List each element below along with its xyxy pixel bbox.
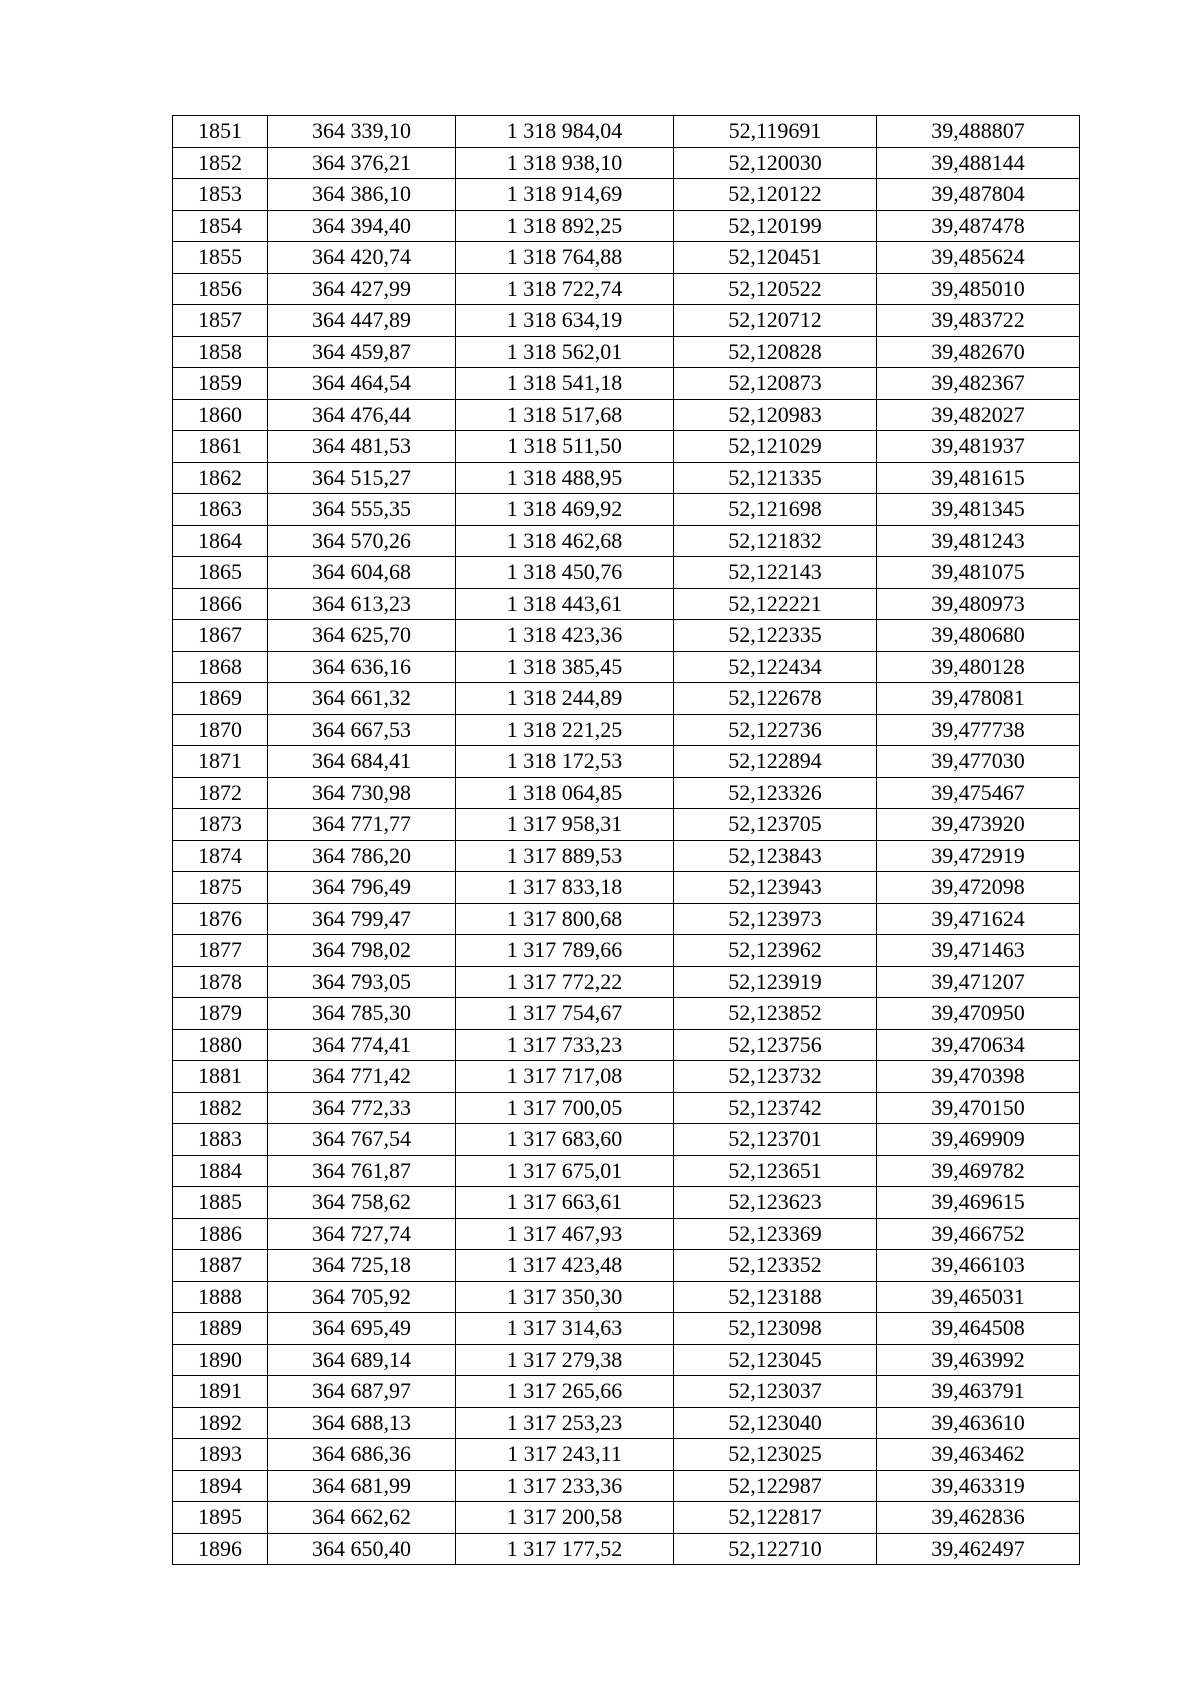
x-coordinate-cell: 364 650,40 bbox=[268, 1533, 456, 1565]
longitude-cell: 39,481075 bbox=[877, 557, 1080, 589]
y-coordinate-cell: 1 317 423,48 bbox=[456, 1250, 674, 1282]
x-coordinate-cell: 364 570,26 bbox=[268, 525, 456, 557]
x-coordinate-cell: 364 515,27 bbox=[268, 462, 456, 494]
y-coordinate-cell: 1 317 772,22 bbox=[456, 966, 674, 998]
latitude-cell: 52,121335 bbox=[674, 462, 877, 494]
x-coordinate-cell: 364 661,32 bbox=[268, 683, 456, 715]
latitude-cell: 52,123326 bbox=[674, 777, 877, 809]
y-coordinate-cell: 1 317 467,93 bbox=[456, 1218, 674, 1250]
longitude-cell: 39,469909 bbox=[877, 1124, 1080, 1156]
table-row bbox=[173, 462, 1080, 494]
x-coordinate-cell: 364 339,10 bbox=[268, 116, 456, 148]
point-number-cell: 1858 bbox=[173, 336, 268, 368]
table-row bbox=[173, 809, 1080, 841]
y-coordinate-cell: 1 317 233,36 bbox=[456, 1470, 674, 1502]
point-number-cell: 1890 bbox=[173, 1344, 268, 1376]
y-coordinate-cell: 1 317 253,23 bbox=[456, 1407, 674, 1439]
latitude-cell: 52,123962 bbox=[674, 935, 877, 967]
x-coordinate-cell: 364 796,49 bbox=[268, 872, 456, 904]
table-row bbox=[173, 1533, 1080, 1565]
table-row bbox=[173, 903, 1080, 935]
longitude-cell: 39,471463 bbox=[877, 935, 1080, 967]
point-number-cell: 1860 bbox=[173, 399, 268, 431]
y-coordinate-cell: 1 317 265,66 bbox=[456, 1376, 674, 1408]
longitude-cell: 39,482670 bbox=[877, 336, 1080, 368]
longitude-cell: 39,480973 bbox=[877, 588, 1080, 620]
latitude-cell: 52,123037 bbox=[674, 1376, 877, 1408]
y-coordinate-cell: 1 317 200,58 bbox=[456, 1502, 674, 1534]
x-coordinate-cell: 364 725,18 bbox=[268, 1250, 456, 1282]
y-coordinate-cell: 1 317 663,61 bbox=[456, 1187, 674, 1219]
y-coordinate-cell: 1 318 423,36 bbox=[456, 620, 674, 652]
y-coordinate-cell: 1 318 722,74 bbox=[456, 273, 674, 305]
x-coordinate-cell: 364 625,70 bbox=[268, 620, 456, 652]
latitude-cell: 52,122434 bbox=[674, 651, 877, 683]
longitude-cell: 39,475467 bbox=[877, 777, 1080, 809]
x-coordinate-cell: 364 386,10 bbox=[268, 179, 456, 211]
y-coordinate-cell: 1 318 634,19 bbox=[456, 305, 674, 337]
table-row bbox=[173, 525, 1080, 557]
latitude-cell: 52,122221 bbox=[674, 588, 877, 620]
x-coordinate-cell: 364 772,33 bbox=[268, 1092, 456, 1124]
x-coordinate-cell: 364 687,97 bbox=[268, 1376, 456, 1408]
point-number-cell: 1888 bbox=[173, 1281, 268, 1313]
longitude-cell: 39,469782 bbox=[877, 1155, 1080, 1187]
x-coordinate-cell: 364 420,74 bbox=[268, 242, 456, 274]
point-number-cell: 1859 bbox=[173, 368, 268, 400]
point-number-cell: 1863 bbox=[173, 494, 268, 526]
table-row bbox=[173, 1092, 1080, 1124]
x-coordinate-cell: 364 481,53 bbox=[268, 431, 456, 463]
point-number-cell: 1867 bbox=[173, 620, 268, 652]
point-number-cell: 1891 bbox=[173, 1376, 268, 1408]
y-coordinate-cell: 1 318 385,45 bbox=[456, 651, 674, 683]
longitude-cell: 39,462836 bbox=[877, 1502, 1080, 1534]
point-number-cell: 1892 bbox=[173, 1407, 268, 1439]
x-coordinate-cell: 364 705,92 bbox=[268, 1281, 456, 1313]
longitude-cell: 39,466103 bbox=[877, 1250, 1080, 1282]
point-number-cell: 1872 bbox=[173, 777, 268, 809]
point-number-cell: 1882 bbox=[173, 1092, 268, 1124]
latitude-cell: 52,123919 bbox=[674, 966, 877, 998]
longitude-cell: 39,485624 bbox=[877, 242, 1080, 274]
longitude-cell: 39,477738 bbox=[877, 714, 1080, 746]
longitude-cell: 39,481615 bbox=[877, 462, 1080, 494]
point-number-cell: 1855 bbox=[173, 242, 268, 274]
x-coordinate-cell: 364 662,62 bbox=[268, 1502, 456, 1534]
y-coordinate-cell: 1 318 517,68 bbox=[456, 399, 674, 431]
x-coordinate-cell: 364 555,35 bbox=[268, 494, 456, 526]
table-row bbox=[173, 210, 1080, 242]
point-number-cell: 1876 bbox=[173, 903, 268, 935]
longitude-cell: 39,487478 bbox=[877, 210, 1080, 242]
longitude-cell: 39,466752 bbox=[877, 1218, 1080, 1250]
latitude-cell: 52,120828 bbox=[674, 336, 877, 368]
table-row bbox=[173, 1061, 1080, 1093]
latitude-cell: 52,123701 bbox=[674, 1124, 877, 1156]
table-row bbox=[173, 368, 1080, 400]
longitude-cell: 39,470950 bbox=[877, 998, 1080, 1030]
table-row bbox=[173, 1218, 1080, 1250]
latitude-cell: 52,120983 bbox=[674, 399, 877, 431]
x-coordinate-cell: 364 667,53 bbox=[268, 714, 456, 746]
latitude-cell: 52,123188 bbox=[674, 1281, 877, 1313]
y-coordinate-cell: 1 318 764,88 bbox=[456, 242, 674, 274]
longitude-cell: 39,473920 bbox=[877, 809, 1080, 841]
latitude-cell: 52,120873 bbox=[674, 368, 877, 400]
latitude-cell: 52,122894 bbox=[674, 746, 877, 778]
y-coordinate-cell: 1 317 675,01 bbox=[456, 1155, 674, 1187]
point-number-cell: 1853 bbox=[173, 179, 268, 211]
x-coordinate-cell: 364 727,74 bbox=[268, 1218, 456, 1250]
longitude-cell: 39,482367 bbox=[877, 368, 1080, 400]
table-row bbox=[173, 399, 1080, 431]
latitude-cell: 52,123756 bbox=[674, 1029, 877, 1061]
y-coordinate-cell: 1 318 244,89 bbox=[456, 683, 674, 715]
x-coordinate-cell: 364 447,89 bbox=[268, 305, 456, 337]
y-coordinate-cell: 1 317 314,63 bbox=[456, 1313, 674, 1345]
x-coordinate-cell: 364 767,54 bbox=[268, 1124, 456, 1156]
longitude-cell: 39,469615 bbox=[877, 1187, 1080, 1219]
y-coordinate-cell: 1 317 889,53 bbox=[456, 840, 674, 872]
longitude-cell: 39,481937 bbox=[877, 431, 1080, 463]
table-row bbox=[173, 147, 1080, 179]
latitude-cell: 52,123705 bbox=[674, 809, 877, 841]
y-coordinate-cell: 1 318 443,61 bbox=[456, 588, 674, 620]
x-coordinate-cell: 364 774,41 bbox=[268, 1029, 456, 1061]
table-row bbox=[173, 746, 1080, 778]
table-row bbox=[173, 840, 1080, 872]
table-row bbox=[173, 1407, 1080, 1439]
latitude-cell: 52,120199 bbox=[674, 210, 877, 242]
longitude-cell: 39,480680 bbox=[877, 620, 1080, 652]
x-coordinate-cell: 364 427,99 bbox=[268, 273, 456, 305]
x-coordinate-cell: 364 459,87 bbox=[268, 336, 456, 368]
point-number-cell: 1894 bbox=[173, 1470, 268, 1502]
longitude-cell: 39,463462 bbox=[877, 1439, 1080, 1471]
latitude-cell: 52,121832 bbox=[674, 525, 877, 557]
table-row bbox=[173, 588, 1080, 620]
table-row bbox=[173, 1187, 1080, 1219]
point-number-cell: 1870 bbox=[173, 714, 268, 746]
table-row bbox=[173, 273, 1080, 305]
latitude-cell: 52,122736 bbox=[674, 714, 877, 746]
longitude-cell: 39,487804 bbox=[877, 179, 1080, 211]
point-number-cell: 1885 bbox=[173, 1187, 268, 1219]
longitude-cell: 39,488807 bbox=[877, 116, 1080, 148]
y-coordinate-cell: 1 318 221,25 bbox=[456, 714, 674, 746]
x-coordinate-cell: 364 785,30 bbox=[268, 998, 456, 1030]
longitude-cell: 39,470634 bbox=[877, 1029, 1080, 1061]
y-coordinate-cell: 1 318 541,18 bbox=[456, 368, 674, 400]
latitude-cell: 52,123843 bbox=[674, 840, 877, 872]
table-row bbox=[173, 557, 1080, 589]
latitude-cell: 52,123943 bbox=[674, 872, 877, 904]
longitude-cell: 39,478081 bbox=[877, 683, 1080, 715]
point-number-cell: 1879 bbox=[173, 998, 268, 1030]
latitude-cell: 52,123852 bbox=[674, 998, 877, 1030]
table-row bbox=[173, 620, 1080, 652]
y-coordinate-cell: 1 317 177,52 bbox=[456, 1533, 674, 1565]
latitude-cell: 52,123045 bbox=[674, 1344, 877, 1376]
point-number-cell: 1880 bbox=[173, 1029, 268, 1061]
table-row bbox=[173, 1281, 1080, 1313]
table-row bbox=[173, 1029, 1080, 1061]
table-row bbox=[173, 872, 1080, 904]
longitude-cell: 39,470398 bbox=[877, 1061, 1080, 1093]
x-coordinate-cell: 364 799,47 bbox=[268, 903, 456, 935]
latitude-cell: 52,123973 bbox=[674, 903, 877, 935]
point-number-cell: 1874 bbox=[173, 840, 268, 872]
x-coordinate-cell: 364 730,98 bbox=[268, 777, 456, 809]
y-coordinate-cell: 1 317 733,23 bbox=[456, 1029, 674, 1061]
x-coordinate-cell: 364 798,02 bbox=[268, 935, 456, 967]
point-number-cell: 1852 bbox=[173, 147, 268, 179]
latitude-cell: 52,120030 bbox=[674, 147, 877, 179]
latitude-cell: 52,123025 bbox=[674, 1439, 877, 1471]
table-row bbox=[173, 1250, 1080, 1282]
longitude-cell: 39,463992 bbox=[877, 1344, 1080, 1376]
table-row bbox=[173, 305, 1080, 337]
table-row bbox=[173, 431, 1080, 463]
table-row bbox=[173, 777, 1080, 809]
y-coordinate-cell: 1 317 833,18 bbox=[456, 872, 674, 904]
latitude-cell: 52,123742 bbox=[674, 1092, 877, 1124]
point-number-cell: 1877 bbox=[173, 935, 268, 967]
latitude-cell: 52,122678 bbox=[674, 683, 877, 715]
y-coordinate-cell: 1 317 717,08 bbox=[456, 1061, 674, 1093]
point-number-cell: 1896 bbox=[173, 1533, 268, 1565]
latitude-cell: 52,122987 bbox=[674, 1470, 877, 1502]
longitude-cell: 39,463791 bbox=[877, 1376, 1080, 1408]
table-row bbox=[173, 651, 1080, 683]
latitude-cell: 52,121698 bbox=[674, 494, 877, 526]
table-row bbox=[173, 1376, 1080, 1408]
y-coordinate-cell: 1 318 511,50 bbox=[456, 431, 674, 463]
y-coordinate-cell: 1 317 700,05 bbox=[456, 1092, 674, 1124]
x-coordinate-cell: 364 786,20 bbox=[268, 840, 456, 872]
point-number-cell: 1871 bbox=[173, 746, 268, 778]
y-coordinate-cell: 1 317 789,66 bbox=[456, 935, 674, 967]
latitude-cell: 52,120451 bbox=[674, 242, 877, 274]
longitude-cell: 39,488144 bbox=[877, 147, 1080, 179]
x-coordinate-cell: 364 464,54 bbox=[268, 368, 456, 400]
longitude-cell: 39,472919 bbox=[877, 840, 1080, 872]
longitude-cell: 39,463319 bbox=[877, 1470, 1080, 1502]
x-coordinate-cell: 364 793,05 bbox=[268, 966, 456, 998]
point-number-cell: 1884 bbox=[173, 1155, 268, 1187]
y-coordinate-cell: 1 318 914,69 bbox=[456, 179, 674, 211]
table-row bbox=[173, 336, 1080, 368]
x-coordinate-cell: 364 689,14 bbox=[268, 1344, 456, 1376]
longitude-cell: 39,463610 bbox=[877, 1407, 1080, 1439]
table-row bbox=[173, 1124, 1080, 1156]
longitude-cell: 39,465031 bbox=[877, 1281, 1080, 1313]
table-row bbox=[173, 966, 1080, 998]
longitude-cell: 39,464508 bbox=[877, 1313, 1080, 1345]
table-row bbox=[173, 1313, 1080, 1345]
latitude-cell: 52,121029 bbox=[674, 431, 877, 463]
latitude-cell: 52,123623 bbox=[674, 1187, 877, 1219]
coordinates-table bbox=[172, 115, 1080, 1565]
table-row bbox=[173, 242, 1080, 274]
y-coordinate-cell: 1 317 683,60 bbox=[456, 1124, 674, 1156]
coordinates-table-body bbox=[173, 116, 1080, 1565]
y-coordinate-cell: 1 318 450,76 bbox=[456, 557, 674, 589]
y-coordinate-cell: 1 318 938,10 bbox=[456, 147, 674, 179]
point-number-cell: 1875 bbox=[173, 872, 268, 904]
latitude-cell: 52,122817 bbox=[674, 1502, 877, 1534]
latitude-cell: 52,122335 bbox=[674, 620, 877, 652]
x-coordinate-cell: 364 771,77 bbox=[268, 809, 456, 841]
y-coordinate-cell: 1 318 562,01 bbox=[456, 336, 674, 368]
table-row bbox=[173, 714, 1080, 746]
point-number-cell: 1851 bbox=[173, 116, 268, 148]
table-row bbox=[173, 998, 1080, 1030]
table-row bbox=[173, 1344, 1080, 1376]
point-number-cell: 1869 bbox=[173, 683, 268, 715]
longitude-cell: 39,471624 bbox=[877, 903, 1080, 935]
point-number-cell: 1887 bbox=[173, 1250, 268, 1282]
longitude-cell: 39,485010 bbox=[877, 273, 1080, 305]
point-number-cell: 1878 bbox=[173, 966, 268, 998]
x-coordinate-cell: 364 761,87 bbox=[268, 1155, 456, 1187]
latitude-cell: 52,123651 bbox=[674, 1155, 877, 1187]
longitude-cell: 39,477030 bbox=[877, 746, 1080, 778]
table-row bbox=[173, 494, 1080, 526]
table-row bbox=[173, 683, 1080, 715]
y-coordinate-cell: 1 318 172,53 bbox=[456, 746, 674, 778]
table-row bbox=[173, 116, 1080, 148]
x-coordinate-cell: 364 684,41 bbox=[268, 746, 456, 778]
y-coordinate-cell: 1 317 754,67 bbox=[456, 998, 674, 1030]
table-row bbox=[173, 1439, 1080, 1471]
y-coordinate-cell: 1 318 064,85 bbox=[456, 777, 674, 809]
point-number-cell: 1883 bbox=[173, 1124, 268, 1156]
latitude-cell: 52,123732 bbox=[674, 1061, 877, 1093]
point-number-cell: 1881 bbox=[173, 1061, 268, 1093]
table-row bbox=[173, 179, 1080, 211]
table-row bbox=[173, 1155, 1080, 1187]
longitude-cell: 39,462497 bbox=[877, 1533, 1080, 1565]
y-coordinate-cell: 1 318 488,95 bbox=[456, 462, 674, 494]
longitude-cell: 39,481243 bbox=[877, 525, 1080, 557]
longitude-cell: 39,471207 bbox=[877, 966, 1080, 998]
latitude-cell: 52,120712 bbox=[674, 305, 877, 337]
point-number-cell: 1868 bbox=[173, 651, 268, 683]
latitude-cell: 52,120522 bbox=[674, 273, 877, 305]
point-number-cell: 1854 bbox=[173, 210, 268, 242]
x-coordinate-cell: 364 376,21 bbox=[268, 147, 456, 179]
latitude-cell: 52,122710 bbox=[674, 1533, 877, 1565]
point-number-cell: 1865 bbox=[173, 557, 268, 589]
table-row bbox=[173, 935, 1080, 967]
latitude-cell: 52,119691 bbox=[674, 116, 877, 148]
table-row bbox=[173, 1470, 1080, 1502]
point-number-cell: 1866 bbox=[173, 588, 268, 620]
y-coordinate-cell: 1 317 279,38 bbox=[456, 1344, 674, 1376]
x-coordinate-cell: 364 604,68 bbox=[268, 557, 456, 589]
y-coordinate-cell: 1 318 462,68 bbox=[456, 525, 674, 557]
y-coordinate-cell: 1 317 350,30 bbox=[456, 1281, 674, 1313]
point-number-cell: 1886 bbox=[173, 1218, 268, 1250]
x-coordinate-cell: 364 613,23 bbox=[268, 588, 456, 620]
latitude-cell: 52,123352 bbox=[674, 1250, 877, 1282]
point-number-cell: 1862 bbox=[173, 462, 268, 494]
y-coordinate-cell: 1 317 243,11 bbox=[456, 1439, 674, 1471]
point-number-cell: 1895 bbox=[173, 1502, 268, 1534]
x-coordinate-cell: 364 476,44 bbox=[268, 399, 456, 431]
point-number-cell: 1873 bbox=[173, 809, 268, 841]
longitude-cell: 39,481345 bbox=[877, 494, 1080, 526]
longitude-cell: 39,483722 bbox=[877, 305, 1080, 337]
y-coordinate-cell: 1 318 892,25 bbox=[456, 210, 674, 242]
y-coordinate-cell: 1 317 800,68 bbox=[456, 903, 674, 935]
longitude-cell: 39,480128 bbox=[877, 651, 1080, 683]
longitude-cell: 39,472098 bbox=[877, 872, 1080, 904]
x-coordinate-cell: 364 695,49 bbox=[268, 1313, 456, 1345]
x-coordinate-cell: 364 636,16 bbox=[268, 651, 456, 683]
latitude-cell: 52,123040 bbox=[674, 1407, 877, 1439]
table-row bbox=[173, 1502, 1080, 1534]
point-number-cell: 1889 bbox=[173, 1313, 268, 1345]
y-coordinate-cell: 1 318 469,92 bbox=[456, 494, 674, 526]
longitude-cell: 39,482027 bbox=[877, 399, 1080, 431]
latitude-cell: 52,122143 bbox=[674, 557, 877, 589]
point-number-cell: 1856 bbox=[173, 273, 268, 305]
point-number-cell: 1857 bbox=[173, 305, 268, 337]
latitude-cell: 52,120122 bbox=[674, 179, 877, 211]
x-coordinate-cell: 364 688,13 bbox=[268, 1407, 456, 1439]
x-coordinate-cell: 364 758,62 bbox=[268, 1187, 456, 1219]
x-coordinate-cell: 364 686,36 bbox=[268, 1439, 456, 1471]
y-coordinate-cell: 1 317 958,31 bbox=[456, 809, 674, 841]
latitude-cell: 52,123369 bbox=[674, 1218, 877, 1250]
y-coordinate-cell: 1 318 984,04 bbox=[456, 116, 674, 148]
point-number-cell: 1893 bbox=[173, 1439, 268, 1471]
point-number-cell: 1861 bbox=[173, 431, 268, 463]
x-coordinate-cell: 364 394,40 bbox=[268, 210, 456, 242]
longitude-cell: 39,470150 bbox=[877, 1092, 1080, 1124]
point-number-cell: 1864 bbox=[173, 525, 268, 557]
x-coordinate-cell: 364 681,99 bbox=[268, 1470, 456, 1502]
x-coordinate-cell: 364 771,42 bbox=[268, 1061, 456, 1093]
latitude-cell: 52,123098 bbox=[674, 1313, 877, 1345]
